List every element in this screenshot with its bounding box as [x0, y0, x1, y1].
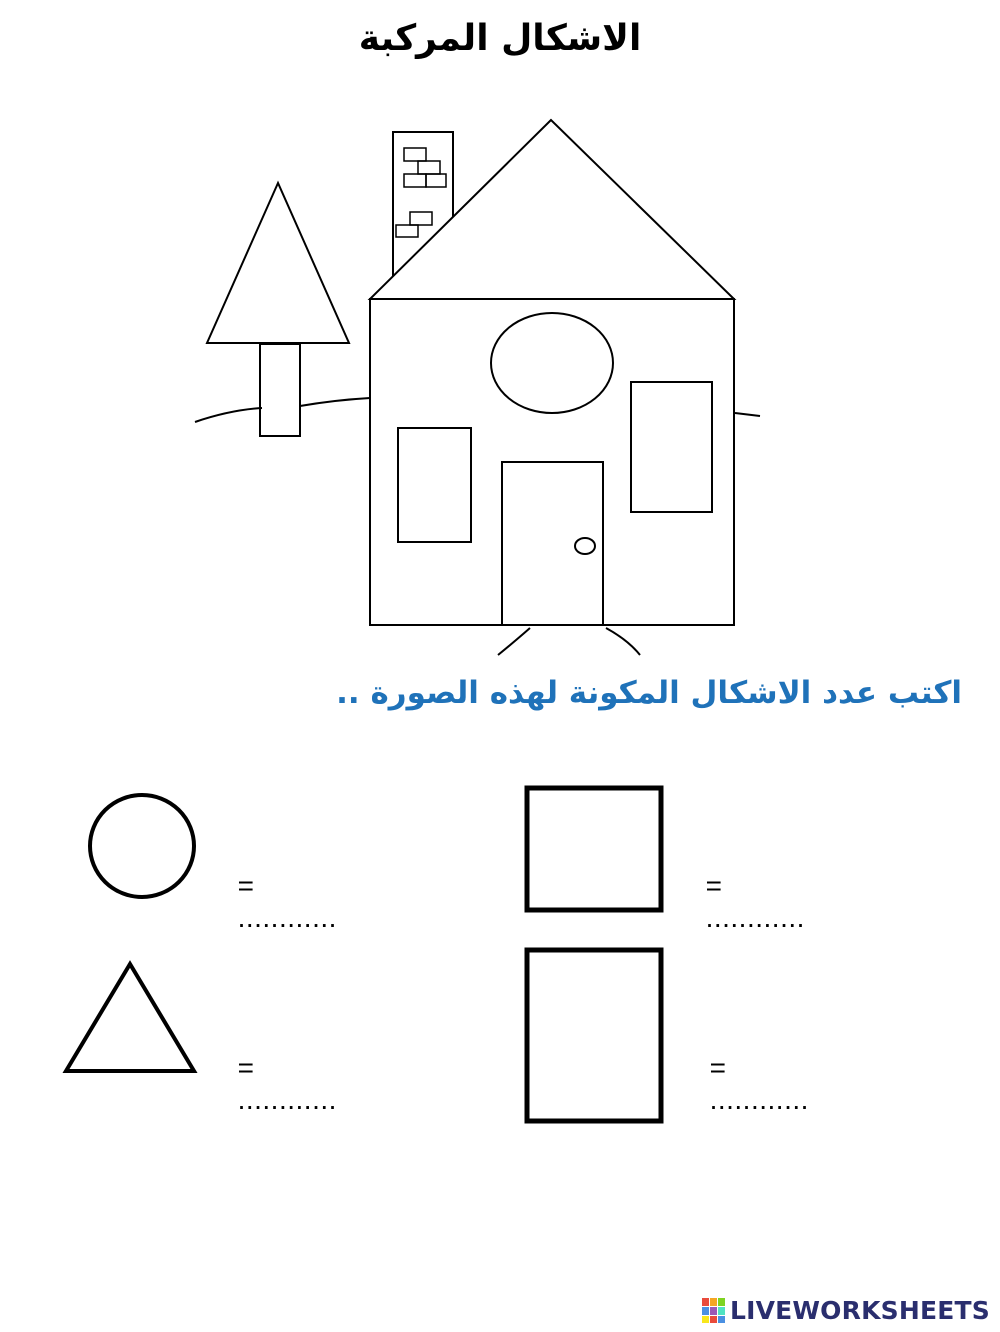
triangle-answer — [222, 1020, 337, 1116]
page-title: الاشكال المركبة — [358, 18, 642, 59]
liveworksheets-footer — [702, 1290, 990, 1330]
left-window-rectangle — [398, 428, 471, 542]
instruction-text: اكتب عدد الاشكال المكونة لهذه الصورة .. — [336, 675, 962, 711]
rectangle-answer-blank[interactable]: ............ — [709, 1084, 809, 1115]
equals-sign: = — [709, 1052, 726, 1083]
liveworksheets-logo-icon — [702, 1296, 726, 1324]
rectangle-shape-icon — [524, 947, 664, 1124]
door-rectangle — [502, 462, 603, 625]
roof-triangle — [370, 120, 734, 299]
path-line-left — [498, 628, 530, 655]
rectangle-answer — [694, 1020, 809, 1116]
liveworksheets-brand-text: LIVEWORKSHEETS — [729, 1295, 990, 1325]
square-answer — [690, 838, 805, 934]
equals-sign: = — [705, 870, 722, 901]
chimney-bricks — [396, 148, 446, 237]
ground-line-right — [735, 413, 760, 416]
triangle-answer-blank[interactable]: ............ — [237, 1084, 337, 1115]
ground-line-left — [195, 408, 262, 422]
circle-answer-blank[interactable]: ............ — [237, 902, 337, 933]
triangle-shape-icon — [62, 960, 198, 1075]
equals-sign: = — [237, 870, 254, 901]
tree-top-triangle — [207, 183, 349, 343]
equals-sign: = — [237, 1052, 254, 1083]
round-window-circle — [491, 313, 613, 413]
circle-answer — [222, 838, 337, 934]
ground-line-middle — [300, 398, 370, 406]
tree-trunk-rectangle — [260, 344, 300, 436]
door-knob-circle — [575, 538, 595, 554]
square-shape-icon — [524, 785, 664, 913]
path-line-right — [606, 628, 640, 655]
circle-shape-icon — [86, 791, 198, 901]
square-answer-blank[interactable]: ............ — [705, 902, 805, 933]
right-window-rectangle — [631, 382, 712, 512]
